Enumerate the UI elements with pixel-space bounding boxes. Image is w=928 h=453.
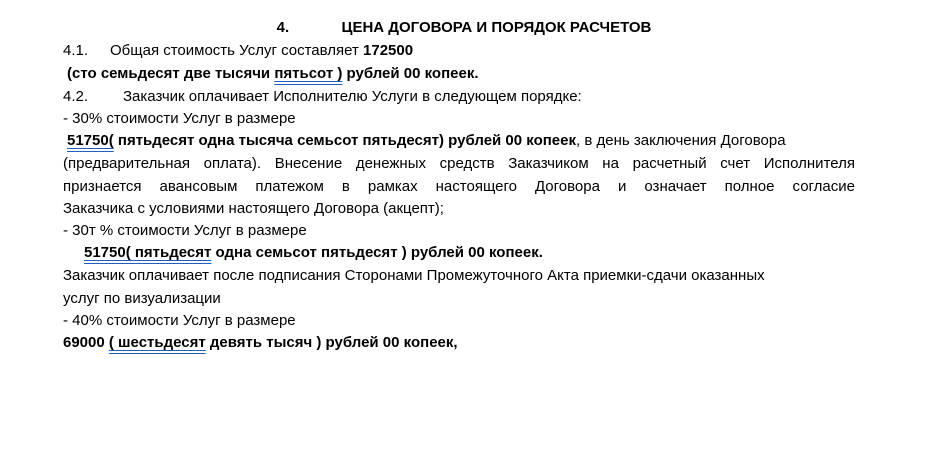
- item-2-amount-words: одна семьсот пятьдесят ) рублей 00 копеек.: [211, 244, 543, 261]
- item-3-label: - 40% стоимости Услуг в размере: [63, 312, 296, 329]
- item-2-label: - 30т % стоимости Услуг в размере: [63, 222, 307, 239]
- item-1-line-3: признается авансовым платежом в рамках настоящего Договора и означает полное согласие: [63, 178, 855, 195]
- paragraph-text: Заказчик оплачивает Исполнителю Услуги в следующем порядке:: [123, 88, 582, 105]
- item-1-line-4: Заказчика с условиями настоящего Договора (акцепт);: [63, 200, 444, 217]
- item-2-line-3: услуг по визуализации: [63, 290, 221, 307]
- amount-words-underlined: пятьсот ): [274, 65, 343, 82]
- amount-words-open: (сто семьдесят две тысячи: [67, 65, 275, 82]
- item-1-line-2: (предварительная оплата). Внесение денежных средств Заказчиком на расчетный счет Исполнителя: [63, 155, 855, 172]
- total-amount: 172500: [363, 42, 414, 59]
- section-number: 4.: [276, 19, 290, 36]
- item-2-amount: [84, 243, 543, 265]
- paragraph-4-1: [63, 41, 413, 63]
- total-amount-words: [67, 64, 479, 86]
- item-3-amount-words: девять тысяч ) рублей 00 копеек,: [205, 334, 458, 351]
- paragraph-number: 4.2.: [63, 88, 89, 105]
- item-1-amount-words: пятьдесят одна тысяча семьсот пятьдесят) рублей 00 копеек: [113, 132, 577, 149]
- paragraph-text: Общая стоимость Услуг составляет: [110, 42, 364, 59]
- item-1-amount: [67, 131, 786, 153]
- item-1-tail: , в день заключения Договора: [576, 132, 786, 149]
- item-1-label: - 30% стоимости Услуг в размере: [63, 110, 296, 127]
- item-1-amount-underlined: 51750(: [67, 132, 114, 149]
- paragraph-4-2: [63, 87, 582, 109]
- item-2-line-2: Заказчик оплачивает после подписания Сторонами Промежуточного Акта приемки-сдачи оказанных: [63, 267, 765, 284]
- paragraph-number: 4.1.: [63, 42, 89, 59]
- item-3-amount-number: 69000: [63, 334, 109, 351]
- amount-words-close: рублей 00 копеек.: [342, 65, 479, 82]
- item-2-amount-underlined: 51750( пятьдесят: [84, 244, 212, 261]
- section-heading: [0, 18, 928, 40]
- item-3-amount: [63, 333, 458, 355]
- item-3-amount-underlined: ( шестьдесят: [108, 334, 206, 351]
- section-title: ЦЕНА ДОГОВОРА И ПОРЯДОК РАСЧЕТОВ: [341, 19, 652, 36]
